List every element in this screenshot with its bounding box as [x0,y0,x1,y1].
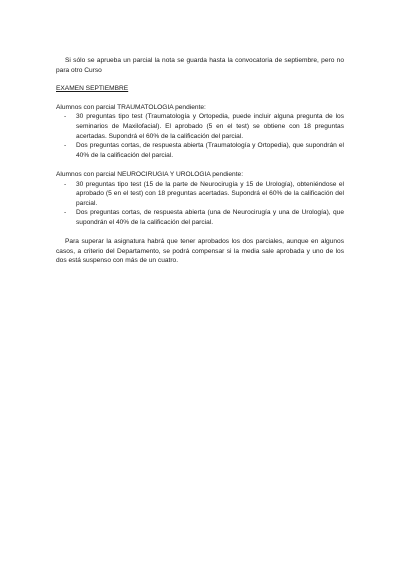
document-body [56,56,344,266]
dash-marker: - [64,113,67,121]
list-item [56,141,344,160]
list-item-text: Dos preguntas cortas, de respuesta abierta (Traumatología y Ortopedia), que supondrán el 40% de la calificación del parcial. [76,142,344,159]
list-item-text: Dos preguntas cortas, de respuesta abierta (una de Neurocirugía y una de Urología), que supondrán el 40% de la calificación del parcial. [76,209,344,226]
traumatologia-intro: Alumnos con parcial TRAUMATOLOGIA pendiente: [56,103,206,111]
dash-marker: - [64,209,67,217]
section-heading: EXAMEN SEPTIEMBRE [56,84,129,92]
traumatologia-list [56,112,344,160]
intro-paragraph: Si sólo se aprueba un parcial la nota se guarda hasta la convocatoria de septiembre, pero no para otro Curso [56,57,344,74]
neurocirugia-intro: Alumnos con parcial NEUROCIRUGIA Y UROLOGIA pendiente: [56,170,244,178]
list-item-text: 30 preguntas tipo test (15 de la parte de Neurocirugía y 15 de Urología), obteniéndose el aprobado (5 en el test) con 18 preguntas acertadas. Supondrá el 60% de la calificación del parcial. [76,180,344,207]
neurocirugia-list [56,180,344,228]
list-item [56,208,344,227]
dash-marker: - [64,180,67,188]
final-paragraph: Para superar la asignatura habrá que tener aprobados los dos parciales, aunque en algunos casos, a criterio del Departamento, se podrá compensar si la media sale aprobada y uno de los dos está suspenso con más de un cuatro. [56,238,344,265]
list-item [56,112,344,141]
list-item-text: 30 preguntas tipo test (Traumatología y Ortopedia, puede incluir alguna pregunta de los seminarios de Maxilofacial). El aprobado (5 en el test) se obtiene con 18 preguntas acertadas. Supondrá el 60% de la calificación del parcial. [76,113,344,140]
list-item [56,180,344,209]
dash-marker: - [64,142,67,150]
